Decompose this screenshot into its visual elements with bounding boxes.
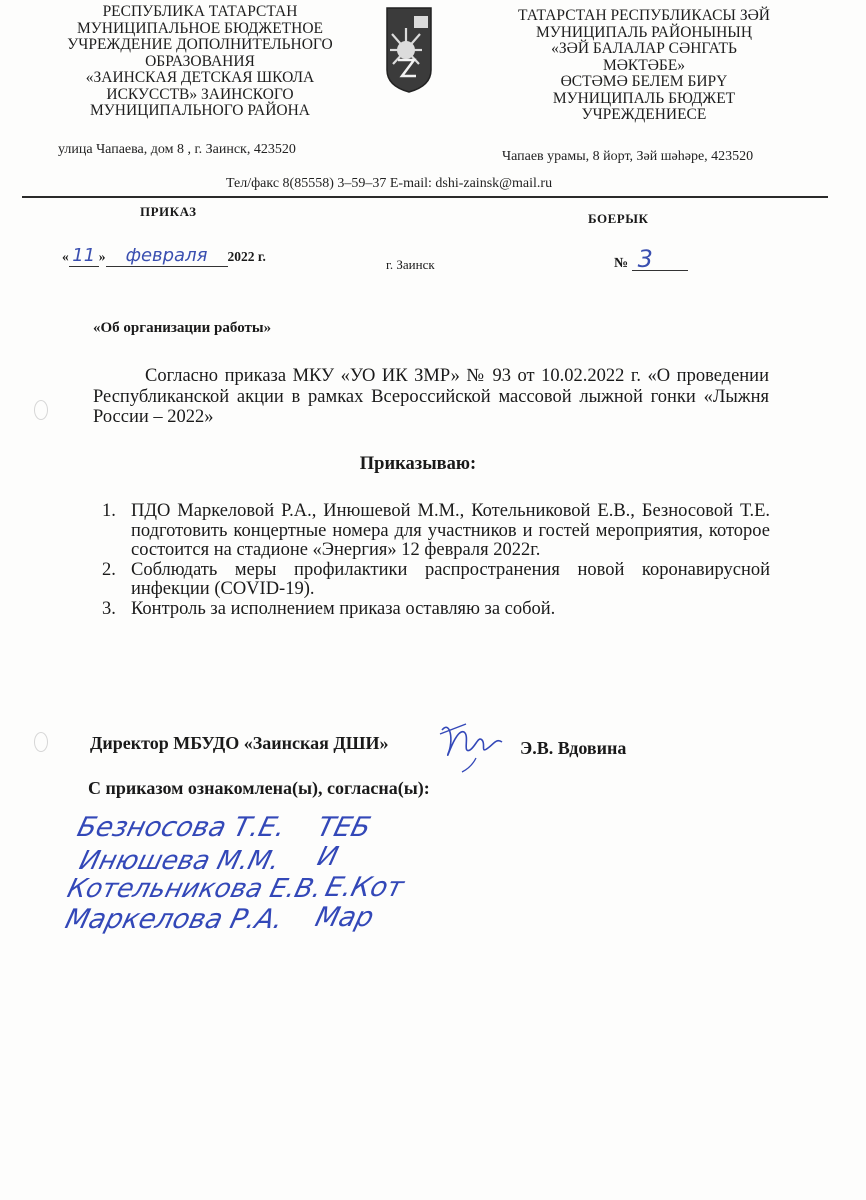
header-left-line: МУНИЦИПАЛЬНОЕ БЮДЖЕТНОЕ <box>77 19 323 37</box>
header-right-line: УЧРЕЖДЕНИЕСЕ <box>581 106 707 123</box>
order-number <box>614 245 688 273</box>
header-right-line: ТАТАРСТАН РЕСПУБЛИКАСЫ ЗӘЙ <box>518 7 770 24</box>
ack-signature-mark: Е.Кот <box>322 872 407 903</box>
ack-signature-mark: Мар <box>312 902 377 933</box>
punch-hole-mark <box>34 400 48 420</box>
list-item-number: 1. <box>102 501 116 521</box>
director-title: Директор МБУДО «Заинская ДШИ» <box>90 733 389 753</box>
header-right-line: МУНИЦИПАЛЬ РАЙОНЫНЫҢ <box>535 23 753 41</box>
order-city: г. Заинск <box>386 257 435 272</box>
ack-handwritten-name: Маркелова Р.А. <box>62 904 287 935</box>
contact-line: Тел/факс 8(85558) 3–59–37 E-mail: dshi-zainsk@mail.ru <box>226 176 553 191</box>
director-signature <box>436 710 512 774</box>
header-left-org <box>40 4 360 120</box>
date-quote-close: » <box>98 249 106 264</box>
list-item-text: Соблюдать меры профилактики распространения новой коронавирусной инфекции (COVID-19). <box>131 559 770 599</box>
address-right: Чапаев урамы, 8 йорт, Зәй шәһәре, 423520 <box>502 149 754 164</box>
intro-paragraph: Согласно приказа МКУ «УО ИК ЗМР» № 93 от 10.02.2022 г. «О проведении Республиканской акции в рамках Всероссийской массовой лыжной гонки «Лыжня России – 2022» <box>93 366 769 427</box>
punch-hole-mark <box>34 732 48 752</box>
address-left: улица Чапаева, дом 8 , г. Заинск, 423520 <box>58 142 296 157</box>
doc-title-left: ПРИКАЗ <box>140 204 197 219</box>
ack-signature-mark: ТЕБ <box>314 812 374 843</box>
ack-handwritten-name: Инюшева М.М. <box>76 846 283 876</box>
header-right-line: МӘКТӘБЕ» <box>602 56 686 74</box>
list-item <box>102 561 770 600</box>
header-left-line: МУНИЦИПАЛЬНОГО РАЙОНА <box>90 102 310 119</box>
ack-handwritten-name: Котельникова Е.В. <box>64 874 326 904</box>
header-left-line: ИСКУССТВ» ЗАИНСКОГО <box>106 85 294 103</box>
order-number-label: № <box>614 256 629 271</box>
order-date <box>62 245 266 267</box>
header-right-line: МУНИЦИПАЛЬ БЮДЖЕТ <box>552 89 736 107</box>
header-right-line: «ЗӘЙ БАЛАЛАР СӘНГАТЬ <box>551 40 737 57</box>
list-item-text: ПДО Маркеловой Р.А., Инюшевой М.М., Котельниковой Е.В., Безносовой Т.Е. подготовить концертные номера для участников и гостей мероприятия, которое состоится на стадионе «Энергия» 12 февраля 2022г. <box>131 501 770 560</box>
date-quote-open: « <box>62 249 69 264</box>
order-items <box>102 502 770 619</box>
header-left-line: «ЗАИНСКАЯ ДЕТСКАЯ ШКОЛА <box>85 69 315 86</box>
header-right-org <box>486 8 802 124</box>
header-left-line: РЕСПУБЛИКА ТАТАРСТАН <box>102 3 298 20</box>
date-day: 11 <box>69 245 99 267</box>
acknowledgement-heading: С приказом ознакомлена(ы), согласна(ы): <box>88 778 430 798</box>
header-right-line: ӨСТӘМӘ БЕЛЕМ БИРҮ <box>560 73 728 90</box>
list-item <box>102 502 770 561</box>
header-divider <box>22 196 828 198</box>
director-name: Э.В. Вдовина <box>520 738 627 758</box>
list-item-number: 3. <box>102 598 116 619</box>
list-item-text: Контроль за исполнением приказа оставляю за собой. <box>131 598 556 619</box>
order-heading: Приказываю: <box>359 454 477 474</box>
doc-title-right: БОЕРЫК <box>588 211 649 226</box>
order-subject: «Об организации работы» <box>93 320 272 336</box>
date-month: февраля <box>106 245 228 267</box>
header-left-line: УЧРЕЖДЕНИЕ ДОПОЛНИТЕЛЬНОГО <box>67 36 333 53</box>
date-year: 2022 г. <box>227 249 266 264</box>
list-item-number: 2. <box>102 559 116 580</box>
list-item <box>102 600 770 620</box>
header-left-line: ОБРАЗОВАНИЯ <box>145 52 255 70</box>
coat-of-arms-emblem <box>384 6 434 94</box>
ack-signature-mark: И <box>314 842 342 872</box>
ack-handwritten-name: Безносова Т.Е. <box>74 812 289 843</box>
order-number-value: 3 <box>632 248 688 271</box>
